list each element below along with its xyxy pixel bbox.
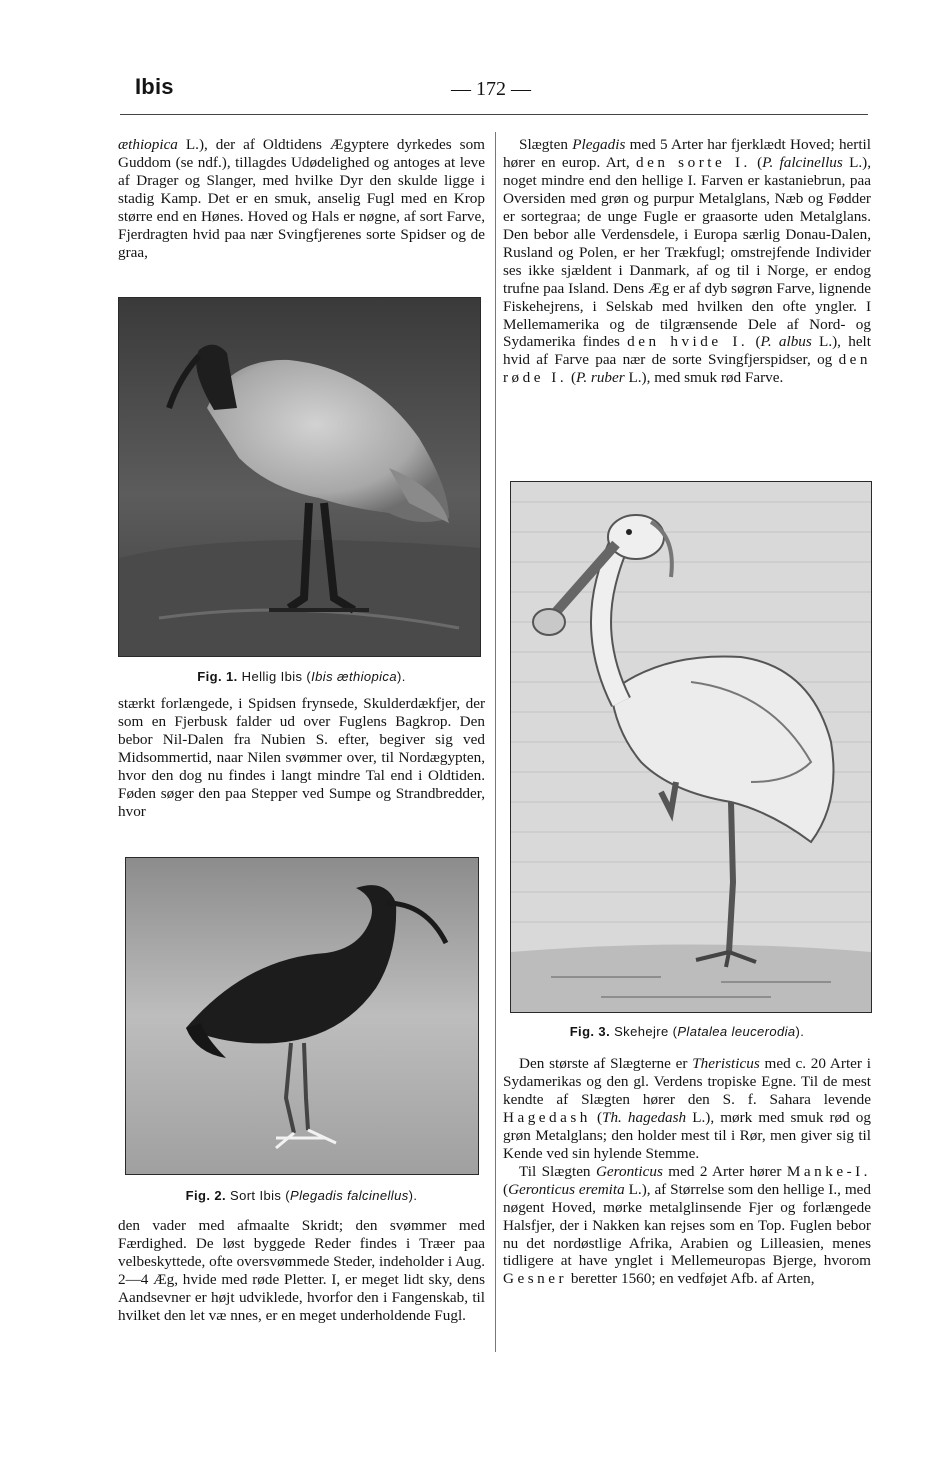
page-number: — 172 — [451, 78, 531, 100]
text-span: ( [748, 333, 761, 351]
text-span: ( [750, 153, 763, 171]
figure-3-caption [503, 1024, 871, 1039]
running-head-title: Ibis [135, 74, 174, 99]
figure-3-image [510, 481, 872, 1013]
text-span: Til Slægten [519, 1162, 596, 1180]
header-rule [120, 114, 868, 115]
right-column-paragraph-2-3 [503, 1055, 871, 1288]
text-span: med 2 Arter hører [662, 1162, 787, 1180]
figure-2-number: Fig. 2. [185, 1188, 226, 1203]
paragraph-text: L.), der af Oldtidens Ægyptere dyrkedes som Guddom (se ndf.), tillagdes Udødelighed og antoges at leve af Drager og Slanger, med hvilke Dyr den skulde ligge i stadig Kamp. Det er en smuk, anselig Fugl med en Krop større end en Hønes. Hoved og Hals er nøgne, af sort Farve, Fjerdragten hvid paa nær Svingfjerenes sorte Spidser og de graa, [118, 136, 485, 261]
spaced-name: den røde I. [503, 351, 871, 387]
caption-text: Sort Ibis ( [230, 1188, 291, 1203]
text-span: L.), helt hvid af Farve paa nær de sorte Svingfjerspidser, og [503, 333, 871, 369]
caption-close: ). [396, 669, 406, 684]
spaced-name: Gesner [503, 1270, 568, 1288]
spaced-name: den hvide I. [627, 333, 749, 351]
figure-2-caption [118, 1188, 485, 1203]
column-divider [495, 132, 496, 1352]
left-column-paragraph-3 [118, 1217, 485, 1325]
text-span: L.), mørk med smuk rød og grøn Metalglans; den holder mest til i Rør, men giver sig til Kende ved sin hylende Stemme. [503, 1108, 871, 1162]
species-name: P. albus [760, 333, 812, 351]
paragraph-text: stærkt forlængede, i Spidsen frynsede, Skulderdækfjer, der som en Fjerbusk falder ud over Fuglens Bagkrop. Den bebor Nil-Dalen fra Nubien S. efter, begiver sig ved Midsommertid, naar Nilen svømmer over, til Nordægypten, hvor den dog nu findes i langt mindre Tal end i Oldtiden. Føden søger den paa Stepper ved Sumpe og Strandbredder, hvor [118, 695, 485, 820]
spaced-name: den sorte I. [636, 153, 751, 171]
caption-text: Skehejre ( [614, 1024, 678, 1039]
caption-species: Plegadis falcinellus [290, 1188, 409, 1203]
genus-name: Geronticus [595, 1162, 663, 1180]
figure-1-image [118, 297, 481, 657]
text-span: ( [590, 1108, 603, 1126]
paragraph-text: den vader med afmaalte Skridt; den svømmer med Færdighed. De løst byggede Reder findes i Træer paa velbeskyttede, ofte oversvømmede Steder, indeholder i Aug. 2—4 Æg, hvide med røde Pletter. I, er meget lidt sky, dens Aandsevner er højt udviklede, hvorfor den i Fangenskab, til hvilket den let væ nnes, er en meget underholdende Fugl. [118, 1217, 485, 1324]
genus-name: Theristicus [692, 1055, 760, 1072]
species-name: Th. hagedash [602, 1108, 687, 1126]
text-span: Den største af Slægterne er [519, 1055, 693, 1072]
figure-1-caption [118, 669, 485, 684]
caption-close: ). [408, 1188, 418, 1203]
text-span: ( [503, 1180, 509, 1198]
genus-name: Plegadis [572, 136, 626, 153]
left-column-paragraph-2 [118, 695, 485, 821]
text-span: L.), noget mindre end den hellige I. Farven er kastaniebrun, paa Oversiden med grøn og purpur Metalglans, Næb og Fødder er sortegraa; de unge Fugle er graasorte uden Metalglans. Den bebor alle Verdensdele, i Europa særlig Donau-Dalen, Rusland og Polen, er her Trækfugl; omstrejfende Individer ses ikke sjældent i Danmark, af og til i Norge, er endog trufne paa Island. Dens Æg er af dyb søgrøn Farve, lignende Fiskehejrens, i Selskab med hvilken den ofte yngler. I Mellemamerika og de tilgrænsende Dele af Nord- og Sydamerika findes [503, 153, 871, 351]
caption-text: Hellig Ibis ( [241, 669, 312, 684]
species-name: P. falcinellus [762, 153, 843, 171]
right-column-paragraph-1 [503, 136, 871, 387]
text-span: L.), af Størrelse som den hellige I., med nøgent Hoved, mørke metalglinsende Fjer og forlængede Halsfjer, der i Nakken kan rejses som en Top. Fuglen bebor nu det nordøstlige Afrika, Arabien og Lilleasien, menes tidligere at have ynglet i Mellemeuropas Bjerge, hvorom [503, 1180, 871, 1270]
species-italic: æthiopica [118, 136, 178, 153]
left-column-paragraph-1 [118, 136, 485, 262]
caption-close: ). [795, 1024, 805, 1039]
figure-3-number: Fig. 3. [569, 1024, 611, 1039]
species-name: P. ruber [576, 369, 625, 387]
spaced-name: Hagedash [503, 1108, 591, 1126]
caption-species: Ibis æthiopica [311, 669, 397, 684]
text-span: med c. 20 Arter i Sydamerikas og den gl. Verdens tropiske Egne. Til de mest kendte af Slægten hører den S. f. Sahara levende [503, 1055, 871, 1108]
text-span: ( [567, 369, 576, 387]
text-span: med 5 Arter har fjerklædt Hoved; hertil hører en europ. Art, [503, 136, 872, 171]
caption-species: Platalea leucerodia [677, 1024, 796, 1039]
species-name: Geronticus eremita [508, 1180, 625, 1198]
text-span: beretter 1560; en vedføjet Afb. af Arten, [567, 1270, 815, 1288]
text-span: Slægten [519, 136, 573, 153]
figure-1-number: Fig. 1. [197, 669, 238, 684]
spaced-name: Manke-I. [786, 1162, 871, 1180]
text-span: L.), med smuk rød Farve. [624, 369, 784, 387]
figure-2-image [125, 857, 479, 1175]
